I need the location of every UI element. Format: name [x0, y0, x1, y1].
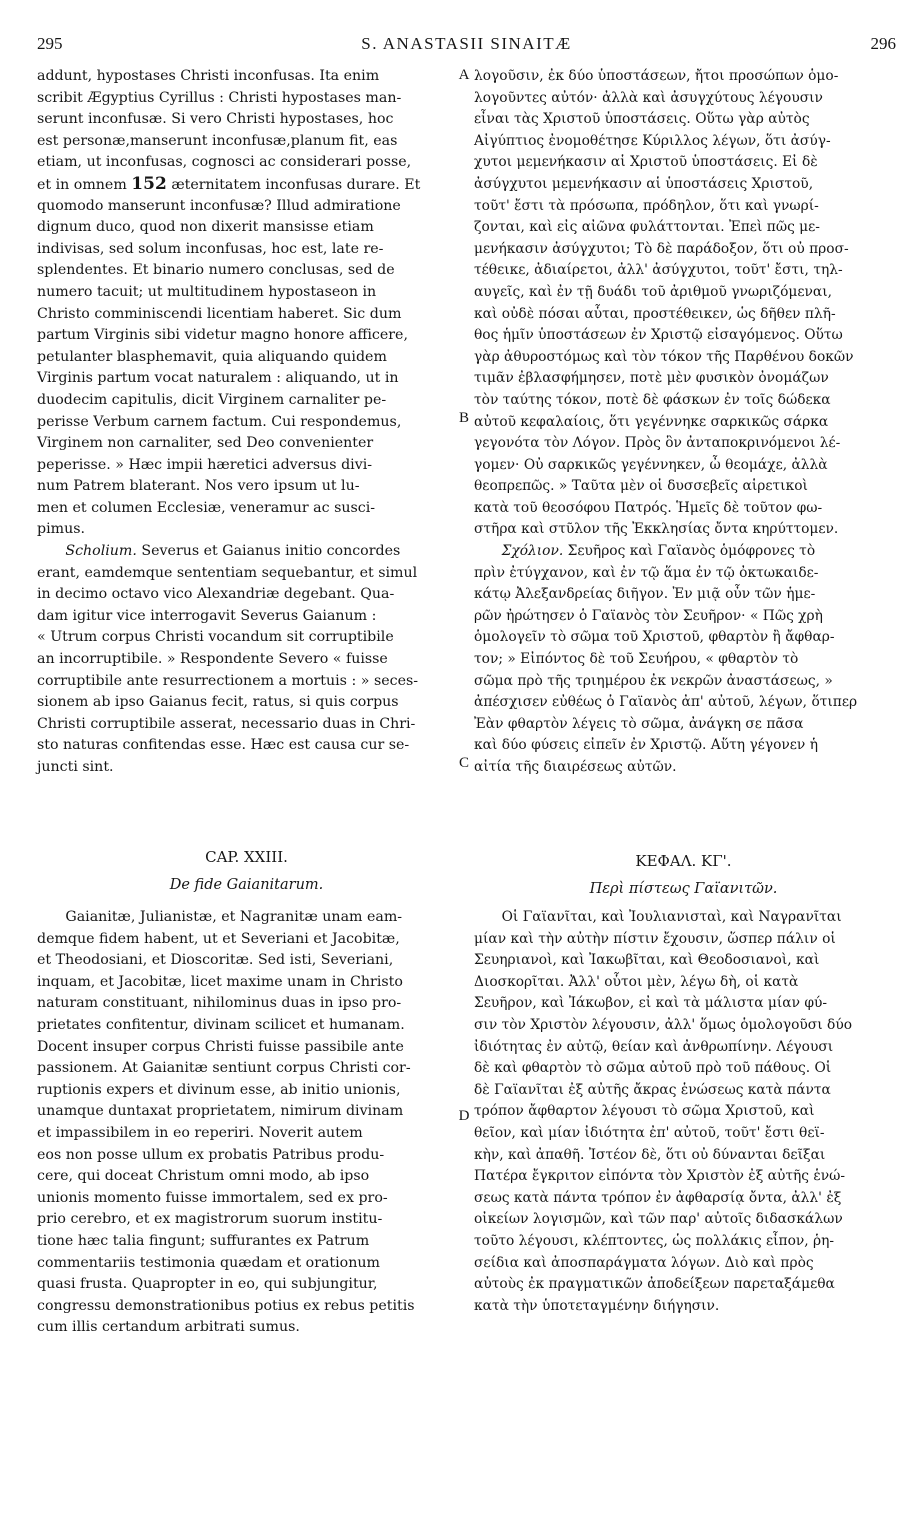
text-line: αὐτοὺς ἐκ πραγματικῶν ἀποδείξεων παρεταξάμεθα — [474, 1276, 835, 1293]
text-fragment: Σευῆρος καὶ Γαϊανὸς ὁμόφρονες τὸ — [563, 543, 816, 560]
text-line: Αἰγύπτιος ἐνομοθέτησε Κύριλλος λέγων, ὅτι ἀσύγ- — [474, 132, 831, 149]
page-header — [37, 34, 896, 64]
chapter-subtitle-latin: De fide Gaianitarum. — [169, 877, 324, 893]
chapter-subtitle-greek: Περὶ πίστεως Γαϊανιτῶν. — [589, 881, 778, 897]
text-line: duodecim capitulis, dicit Virginem carnaliter pe- — [37, 391, 387, 408]
text-line: σῶμα πρὸ τῆς τριημέρου ἐκ νεκρῶν ἀναστάσεως, » — [474, 672, 833, 689]
text-line: γεγονότα τὸν Λόγον. Πρὸς ὃν ἀνταποκρινόμενοι λέ- — [474, 435, 841, 452]
text-line: αυγεῖς, καὶ ἐν τῇ δυάδι τοῦ ἀριθμοῦ γνωριζόμεναι, — [474, 283, 833, 300]
text-line: σείδια καὶ ἀποσπαράγματα λόγων. Διὸ καὶ πρὸς — [474, 1254, 814, 1271]
text-line: partum Virginis sibi videtur magno honore afficere, — [37, 327, 408, 344]
text-line: serunt inconfusæ. Si vero Christi hypostases, hoc — [37, 111, 394, 128]
text-line: κατὰ τὴν ὑποτεταγμένην διήγησιν. — [474, 1297, 720, 1314]
text-line: χυτοι μεμενήκασιν αἱ Χριστοῦ ὑποστάσεις. Εἰ δὲ — [474, 154, 818, 171]
text-line: θος ἡμῖν ὑποστάσεων ἐν Χριστῷ εἰσαγόμενος. Οὕτω — [474, 327, 843, 344]
margin-letter-c: C — [458, 755, 469, 771]
greek-column — [474, 66, 893, 779]
text-line: erant, eamdemque sententiam sequebantur, et simul — [37, 564, 418, 581]
text-line: perisse Verbum carnem factum. Cui respondemus, — [37, 413, 402, 430]
text-line: unionis momento fuisse immortalem, sed ex pro- — [37, 1189, 388, 1206]
text-line: γὰρ ἀθυροστόμως καὶ τὸν τόκον τῆς Παρθένου δοκῶν — [474, 348, 854, 365]
text-line: τιμᾶν ἐβλασφήμησεν, ποτὲ μὲν φυσικὸν ὀνομάζων — [474, 370, 829, 387]
text-line: prietates confitentur, divinam scilicet et humanam. — [37, 1016, 405, 1033]
text-line: est personæ,manserunt inconfusæ,planum fit, eas — [37, 132, 398, 149]
text-line: demque fidem habent, ut et Severiani et Jacobitæ, — [37, 930, 400, 947]
text-line — [37, 174, 456, 196]
text-line: Virginis partum vocat naturalem : aliquando, ut in — [37, 370, 399, 387]
text-line: addunt, hypostases Christi inconfusas. Ita enim — [37, 68, 380, 84]
latin-column — [37, 66, 456, 779]
text-line: αὐτοῦ κεφαλαίοις, ὅτι γεγέννηκε σαρκικῶς σάρκα — [474, 413, 829, 430]
running-title: S. ANASTASII SINAITÆ — [361, 34, 572, 53]
text-line: πρὶν ἐτύγχανον, καὶ ἐν τῷ ἅμα ἐν τῷ ὀκτωκαιδε- — [474, 564, 819, 581]
text-line: etiam, ut inconfusas, cognosci ac considerari posse, — [37, 154, 412, 171]
text-line: commentariis testimonia quædam et orationum — [37, 1254, 380, 1271]
text-line: naturam constituant, nihilominus duas in ipso pro- — [37, 995, 402, 1012]
text-line — [474, 907, 893, 929]
text-line: quomodo manserunt inconfusæ? Illud admiratione — [37, 197, 401, 214]
text-line: petulanter blasphemavit, quia aliquando quidem — [37, 348, 387, 365]
text-line: unamque duntaxat proprietatem, nimirum divinam — [37, 1103, 404, 1120]
text-line: in decimo octavo vico Alexandriæ degebant. Qua- — [37, 586, 395, 603]
text-line: et Theodosiani, et Dioscoritæ. Sed isti, Severiani, — [37, 952, 394, 969]
text-line: καὶ δύο φύσεις εἰπεῖν ἐν Χριστῷ. Αὕτη γέγονεν ἡ — [474, 737, 818, 754]
text-line: δὲ καὶ φθαρτὸν τὸ σῶμα αὐτοῦ πρὸ τοῦ πάθους. Οἱ — [474, 1060, 832, 1077]
text-line: sto naturas confitendas esse. Hæc est causa cur se- — [37, 737, 410, 754]
text-line: dignum duco, quod non dixerit mansisse etiam — [37, 219, 374, 236]
text-line: τοῦτο λέγουσι, κλέπτοντες, ὡς πολλάκις εἶπον, ῥη- — [474, 1232, 835, 1249]
text-fragment: et in omnem — [37, 176, 127, 193]
text-fragment: Gaianitæ, Julianistæ, et Nagranitæ unam eam- — [65, 909, 403, 925]
text-line: num Patrem blaterant. Nos vero ipsum ut lu- — [37, 478, 360, 495]
text-line: juncti sint. — [37, 759, 114, 775]
text-line: ὁμολογεῖν τὸ σῶμα τοῦ Χριστοῦ, φθαρτὸν ἢ ἄφθαρ- — [474, 629, 835, 646]
text-line: numero tacuit; ut multitudinem hypostaseon in — [37, 283, 377, 300]
text-line: θεοπρεπῶς. » Ταῦτα μὲν οἱ δυσσεβεῖς αἱρετικοὶ — [474, 478, 808, 495]
chapter-heading-greek: ΚΕΦΑΛ. ΚΓ'. — [635, 852, 732, 870]
text-line: οἰκείων λογισμῶν, καὶ τῶν παρ' αὐτοῖς διδασκάλων — [474, 1211, 843, 1228]
text-line: στῆρα καὶ στῦλον τῆς Ἐκκλησίας ὄντα κηρύττομεν. — [474, 521, 839, 538]
text-line: scribit Ægyptius Cyrillus : Christi hypostases man- — [37, 89, 402, 106]
text-line: Christo comminiscendi licentiam haberet. Sic dum — [37, 305, 402, 322]
text-line: ἰδιότητας ἐν αὐτῷ, θείαν καὶ ἀνθρωπίνην. Λέγουσι — [474, 1038, 834, 1055]
text-line: congressu demonstrationibus potius ex rebus petitis — [37, 1297, 415, 1314]
text-line: passionem. At Gaianitæ sentiunt corpus Christi cor- — [37, 1060, 411, 1077]
text-line: κατὰ τοῦ θεοσόφου Πατρός. Ἡμεῖς δὲ τοῦτον φω- — [474, 499, 823, 516]
text-line: prio cerebro, et ex magistrorum suorum institu- — [37, 1211, 383, 1228]
margin-letter-b: B — [458, 410, 469, 426]
text-line: καὶ οὐδὲ πόσαι αὗται, προστέθεικεν, ὡς δῆθεν πλῆ- — [474, 305, 836, 322]
text-line: corruptibile ante resurrectionem a mortuis : » seces- — [37, 672, 419, 689]
text-line: eos non posse ullum ex probatis Patribus produ- — [37, 1146, 385, 1163]
margin-letter-a: A — [458, 67, 470, 83]
text-line: τὸν ταύτης τόκον, ποτὲ δὲ φάσκων ἐν τοῖς δώδεκα — [474, 391, 831, 408]
text-line: ζονται, καὶ εἰς αἰῶνα φυλάττονται. Ἐπεὶ πῶς με- — [474, 219, 820, 236]
text-line: et impassibilem in eo reperiri. Noverit autem — [37, 1124, 363, 1141]
text-line: splendentes. Et binario numero conclusas, sed de — [37, 262, 395, 279]
text-line: τρόπον ἄφθαρτον λέγουσι τὸ σῶμα Χριστοῦ, καὶ — [474, 1103, 815, 1120]
text-line: λογοῦσιν, ἐκ δύο ὑποστάσεων, ἤτοι προσώπων ὁμο- — [474, 68, 839, 84]
text-line: ἀσύγχυτοι μεμενήκασιν αἱ ὑποστάσεις Χριστοῦ, — [474, 175, 814, 192]
text-fragment: Severus et Gaianus initio concordes — [136, 543, 401, 560]
chapter-heading-latin: CAP. XXIII. — [205, 848, 288, 866]
text-line: Διοσκορῖται. Ἀλλ' οὗτοι μὲν, λέγω δὴ, οἱ κατὰ — [474, 973, 799, 990]
text-line: σεως κατὰ πάντα τρόπον ἐν ἀφθαρσίᾳ ὄντα, ἀλλ' ἐξ — [474, 1189, 842, 1206]
text-line: λογοῦντες αὐτόν· ἀλλὰ καὶ ἀσυγχύτους λέγουσιν — [474, 89, 823, 106]
text-line: Σευῆρον, καὶ Ἰάκωβον, εἰ καὶ τὰ μάλιστα μίαν φύ- — [474, 995, 828, 1012]
text-line: αἰτία τῆς διαιρέσεως αὐτῶν. — [474, 759, 677, 775]
text-line: ἀπέσχισεν εὐθέως ὁ Γαϊανὸς ἀπ' αὐτοῦ, λέγων, ὅτιπερ — [474, 694, 858, 711]
text-line: quasi frusta. Quapropter in eo, qui subjungitur, — [37, 1276, 378, 1293]
text-line: θεῖον, καὶ μίαν ἰδιότητα ἐπ' αὐτοῦ, τοῦτ' ἔστι θεϊ- — [474, 1124, 825, 1141]
text-line: cere, qui doceat Christum omni modo, ab ipso — [37, 1168, 370, 1185]
text-line: γομεν· Οὐ σαρκικῶς γεγέννηκεν, ὦ θεομάχε, ἀλλὰ — [474, 456, 828, 473]
text-line: δὲ Γαϊανῖται ἐξ αὐτῆς ἄκρας ἑνώσεως κατὰ πάντα — [474, 1081, 831, 1098]
text-line: Docent insuper corpus Christi fuisse passibile ante — [37, 1038, 404, 1055]
text-line: Σευηριανοὶ, καὶ Ἰακωβῖται, καὶ Θεοδοσιανοὶ, καὶ — [474, 952, 820, 969]
text-line: τέθεικε, ἀδιαίρετοι, ἀλλ' ἀσύγχυτοι, τοῦτ' ἔστι, τηλ- — [474, 262, 843, 279]
text-fragment: æternitatem inconfusas durare. Et — [171, 176, 421, 193]
text-line: σιν τὸν Χριστὸν λέγουσιν, ἀλλ' ὅμως ὁμολογοῦσι δύο — [474, 1016, 853, 1033]
text-line: indivisas, sed solum inconfusas, hoc est, late re- — [37, 240, 384, 257]
text-line: men et columen Ecclesiæ, veneramur ac susci- — [37, 499, 376, 516]
column-number: 152 — [131, 173, 167, 194]
greek-chapter-text — [474, 907, 893, 1317]
latin-chapter-text — [37, 907, 456, 1339]
text-line: κάτῳ Ἀλεξανδρείας διῆγον. Ἐν μιᾷ οὖν τῶν ἡμε- — [474, 586, 816, 603]
text-line: tione hæc talia fingunt; suffurantes ex Patrum — [37, 1232, 370, 1249]
scholium-label: Σχόλιον. — [501, 543, 564, 560]
text-line: τον; » Εἰπόντος δὲ τοῦ Σευήρου, « φθαρτὸν τὸ — [474, 651, 799, 668]
text-line: Πατέρα ἔγκριτον εἰπόντα τὸν Χριστὸν ἐξ αὐτῆς ἑνώ- — [474, 1168, 846, 1185]
text-line: « Utrum corpus Christi vocandum sit corruptibile — [37, 629, 394, 646]
left-page-number: 295 — [37, 34, 63, 53]
text-line: ruptionis expers et divinum esse, ab initio unionis, — [37, 1081, 401, 1098]
right-page-number: 296 — [870, 34, 896, 53]
text-line — [37, 907, 456, 929]
text-line: cum illis certandum arbitrati sumus. — [37, 1319, 300, 1336]
text-line: an incorruptibile. » Respondente Severo « fuisse — [37, 651, 388, 668]
scholium-label: Scholium. — [65, 543, 137, 560]
text-line: κὴν, καὶ ἀπαθῆ. Ἰστέον δὲ, ὅτι οὐ δύνανται δεῖξαι — [474, 1146, 826, 1163]
text-line: inquam, et Jacobitæ, licet maxime unam in Christo — [37, 973, 403, 990]
text-line: ρῶν ἠρώτησεν ὁ Γαϊανὸς τὸν Σευῆρον· « Πῶς χρὴ — [474, 607, 823, 624]
text-line: Virginem non carnaliter, sed Deo convenienter — [37, 435, 374, 452]
text-line: pimus. — [37, 521, 86, 538]
text-line: peperisse. » Hæc impii hæretici adversus divi- — [37, 456, 373, 473]
text-fragment: Οἱ Γαϊανῖται, καὶ Ἰουλιανισταὶ, καὶ Ναγρανῖται — [501, 909, 842, 925]
scholium-start — [474, 541, 893, 563]
scholium-start — [37, 541, 456, 563]
margin-letter-d: D — [458, 1108, 470, 1124]
text-line: μενήκασιν ἀσύγχυτοι; Τὸ δὲ παράδοξον, ὅτι οὐ προσ- — [474, 240, 849, 257]
text-line: dam igitur vice interrogavit Severus Gaianum : — [37, 607, 377, 624]
text-line: εἶναι τὰς Χριστοῦ ὑποστάσεις. Οὕτω γὰρ αὐτὸς — [474, 111, 810, 128]
text-line: Christi corruptibile asserat, necessario duas in Chri- — [37, 715, 416, 732]
text-line: Ἐὰν φθαρτὸν λέγεις τὸ σῶμα, ἀνάγκη σε πᾶσα — [474, 715, 804, 732]
text-line: μίαν καὶ τὴν αὐτὴν πίστιν ἔχουσιν, ὥσπερ πάλιν οἱ — [474, 930, 836, 947]
text-line: sionem ab ipso Gaianus fecit, ratus, si quis corpus — [37, 694, 399, 711]
text-line: τοῦτ' ἔστι τὰ πρόσωπα, πρόδηλον, ὅτι καὶ γνωρί- — [474, 197, 819, 214]
